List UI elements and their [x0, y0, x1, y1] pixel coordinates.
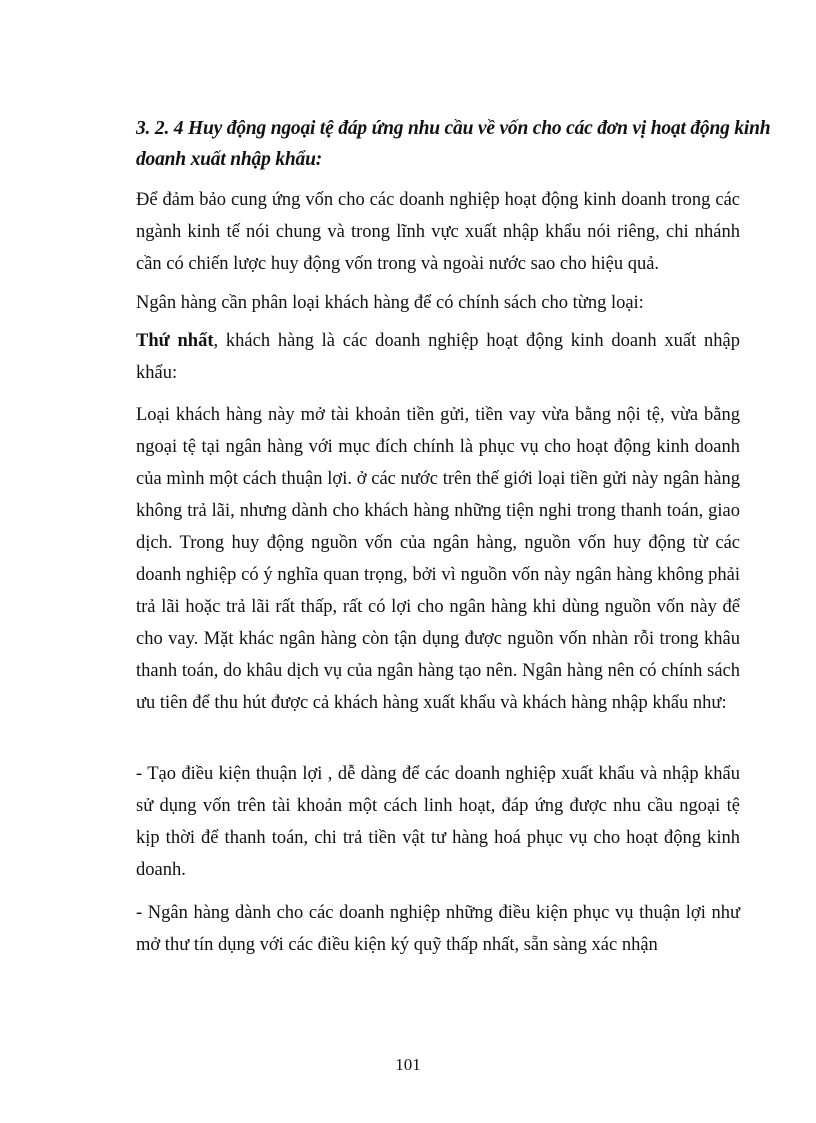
paragraph-classification: Ngân hàng cần phân loại khách hàng để có chính sách cho từng loại: — [136, 293, 644, 313]
paragraph-bullet-2: - Ngân hàng dành cho các doanh nghiệp những điều kiện phục vụ thuận lợi như mở thư tín dụng với các điều kiện ký quỹ thấp nhất, sẵn sàng xác nhận — [136, 903, 740, 955]
paragraph-bullet-1: - Tạo điều kiện thuận lợi , dễ dàng để các doanh nghiệp xuất khẩu và nhập khẩu sử dụng vốn trên tài khoản một cách linh hoạt, đáp ứng được nhu cầu ngoại tệ kịp thời để thanh toán, chi trả tiền vật tư hàng hoá phục vụ cho hoạt động kinh doanh. — [136, 764, 740, 880]
paragraph-customer-details: Loại khách hàng này mở tài khoản tiền gửi, tiền vay vừa bằng nội tệ, vừa bằng ngoại tệ tại ngân hàng với mục đích chính là phục vụ cho hoạt động kinh doanh của mình một cách thuận lợi. ở các nước trên thế giới loại tiền gửi này ngân hàng không trả lãi, nhưng dành cho khách hàng những tiện nghi trong thanh toán, giao dịch. Trong huy động nguồn vốn của ngân hàng, nguồn vốn huy động từ các doanh nghiệp có ý nghĩa quan trọng, bởi vì nguồn vốn này ngân hàng không phải trả lãi hoặc trả lãi rất thấp, rất có lợi cho ngân hàng khi dùng nguồn vốn này để cho vay. Mặt khác ngân hàng còn tận dụng được nguồn vốn nhàn rỗi trong khâu thanh toán, do khâu dịch vụ của ngân hàng tạo nên. Ngân hàng nên có chính sách ưu tiên để thu hút được cả khách hàng xuất khẩu và khách hàng nhập khẩu như: — [136, 405, 740, 713]
section-heading: 3. 2. 4 Huy động ngoại tệ đáp ứng nhu cầu về vốn cho các đơn vị hoạt động kinh doanh xuất nhập khẩu: — [136, 118, 771, 170]
paragraph-first-customer-type — [136, 325, 740, 389]
first-label: Thứ nhất — [136, 331, 214, 351]
page-number: 101 — [395, 1055, 421, 1074]
first-label-text: , khách hàng là các doanh nghiệp hoạt động kinh doanh xuất nhập khẩu: — [136, 331, 741, 383]
paragraph-intro: Để đảm bảo cung ứng vốn cho các doanh nghiệp hoạt động kinh doanh trong các ngành kinh tế nói chung và trong lĩnh vực xuất nhập khẩu nói riêng, chi nhánh cần có chiến lược huy động vốn trong và ngoài nước sao cho hiệu quả. — [136, 190, 740, 274]
